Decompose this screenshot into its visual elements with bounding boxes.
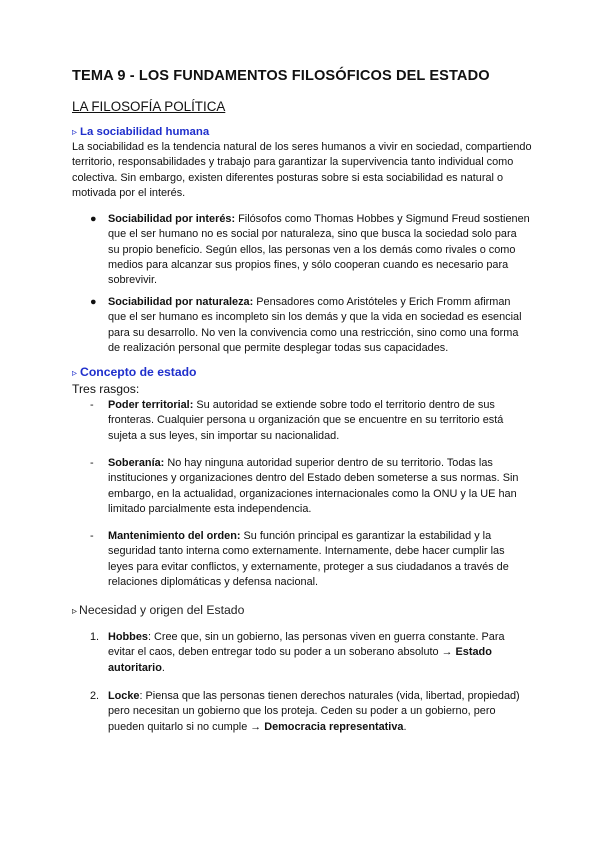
list-item-locke: [90, 689, 530, 735]
item-text: Filósofos como Thomas Hobbes y Sigmund Freud sostienen que el ser humano no es social por naturaleza, sino que busca la sociedad solo para su propio beneficio. Según ellos, las personas ven a los demás como rivales o como medios para alcanzar sus propios fines, y sólo cooperan cuando es necesario para sobrevivir.: [108, 213, 530, 287]
triangle-marker-icon: ▹: [72, 127, 78, 138]
item-number: 2.: [90, 690, 100, 702]
item-number: 1.: [90, 631, 100, 643]
list-item-sociabilidad-interes: [90, 212, 530, 288]
item-text: Su función principal es garantizar la estabilidad y la seguridad tanto interna como externamente. Internamente, debe hacer cumplir las leyes para evitar conflictos, y externamente, proteger a sus ciudadanos a través de relaciones diplomáticas y defensa nacional.: [108, 530, 509, 588]
bullet-icon: ●: [90, 213, 97, 225]
item-text: : Cree que, sin un gobierno, las personas viven en guerra constante. Para evitar el caos, deben entregar todo su poder a un soberano absoluto →: [108, 631, 505, 659]
dash-marker: -: [90, 530, 94, 542]
item-end: .: [403, 720, 407, 733]
concepto-intro: Tres rasgos:: [72, 382, 140, 396]
list-item-poder-territorial: [90, 398, 530, 444]
item-text: Pensadores como Aristóteles y Erich Fromm afirman que el ser humano es incompleto sin los demás y que la vida en sociedad es esencial para su desarrollo. No ven la convivencia como una restricción, sino como una forma de realización personal que permite desplegar todas sus capacidades.: [108, 296, 522, 354]
paragraph-sociabilidad-intro: La sociabilidad es la tendencia natural de los seres humanos a vivir en sociedad, compartiendo territorio, responsabilidades y trabajo para garantizar la supervivencia tanto individual como colectiva. Sin embargo, existen diferentes posturas sobre si esta sociabilidad es natural o motivada por el interés.: [72, 141, 532, 199]
item-label: Locke: [108, 690, 140, 702]
item-conclusion: Estado autoritario: [108, 646, 492, 674]
section-subtitle: LA FILOSOFÍA POLÍTICA: [72, 99, 226, 114]
triangle-marker-icon: ▹: [72, 606, 78, 617]
dash-marker: -: [90, 457, 94, 469]
item-text: Su autoridad se extiende sobre todo el territorio dentro de sus fronteras. Cualquier persona u organización que se encuentre en su territorio está sujeta a sus leyes, sin importar su nacionalidad.: [108, 399, 504, 442]
triangle-marker-icon: ▹: [72, 368, 78, 379]
list-item-soberania: [90, 456, 530, 517]
heading-sociabilidad: [72, 126, 209, 138]
heading-concepto: [72, 365, 197, 379]
item-label: Soberanía:: [108, 457, 165, 469]
item-text: : Piensa que las personas tienen derechos naturales (vida, libertad, propiedad) pero necesitan un gobierno que los proteja. Ceden su poder a un gobierno, pero pueden quitarlo si no cumple →: [108, 690, 520, 733]
item-label: Hobbes: [108, 631, 148, 643]
heading-sociabilidad-text: La sociabilidad humana: [80, 126, 210, 138]
list-item-mantenimiento-orden: [90, 529, 530, 590]
item-label: Mantenimiento del orden:: [108, 530, 241, 542]
item-end: .: [161, 661, 165, 674]
bullet-icon: ●: [90, 296, 97, 308]
item-conclusion: Democracia representativa: [264, 720, 404, 733]
heading-necesidad: [72, 603, 244, 617]
item-text: No hay ninguna autoridad superior dentro de su territorio. Todas las instituciones y organizaciones dentro del Estado deben someterse a sus normas. Sin embargo, en la actualidad, organizaciones internacionales como la ONU y la UE han limitado parcialmente esta independencia.: [108, 457, 519, 515]
item-label: Sociabilidad por interés:: [108, 213, 236, 225]
list-item-hobbes: [90, 630, 530, 676]
page-title: TEMA 9 - LOS FUNDAMENTOS FILOSÓFICOS DEL ESTADO: [72, 68, 490, 84]
list-item-sociabilidad-naturaleza: [90, 295, 530, 356]
item-label: Poder territorial:: [108, 399, 194, 411]
heading-concepto-text: Concepto de estado: [80, 365, 197, 379]
item-label: Sociabilidad por naturaleza:: [108, 296, 254, 308]
heading-necesidad-text: Necesidad y origen del Estado: [79, 603, 245, 617]
dash-marker: -: [90, 399, 94, 411]
